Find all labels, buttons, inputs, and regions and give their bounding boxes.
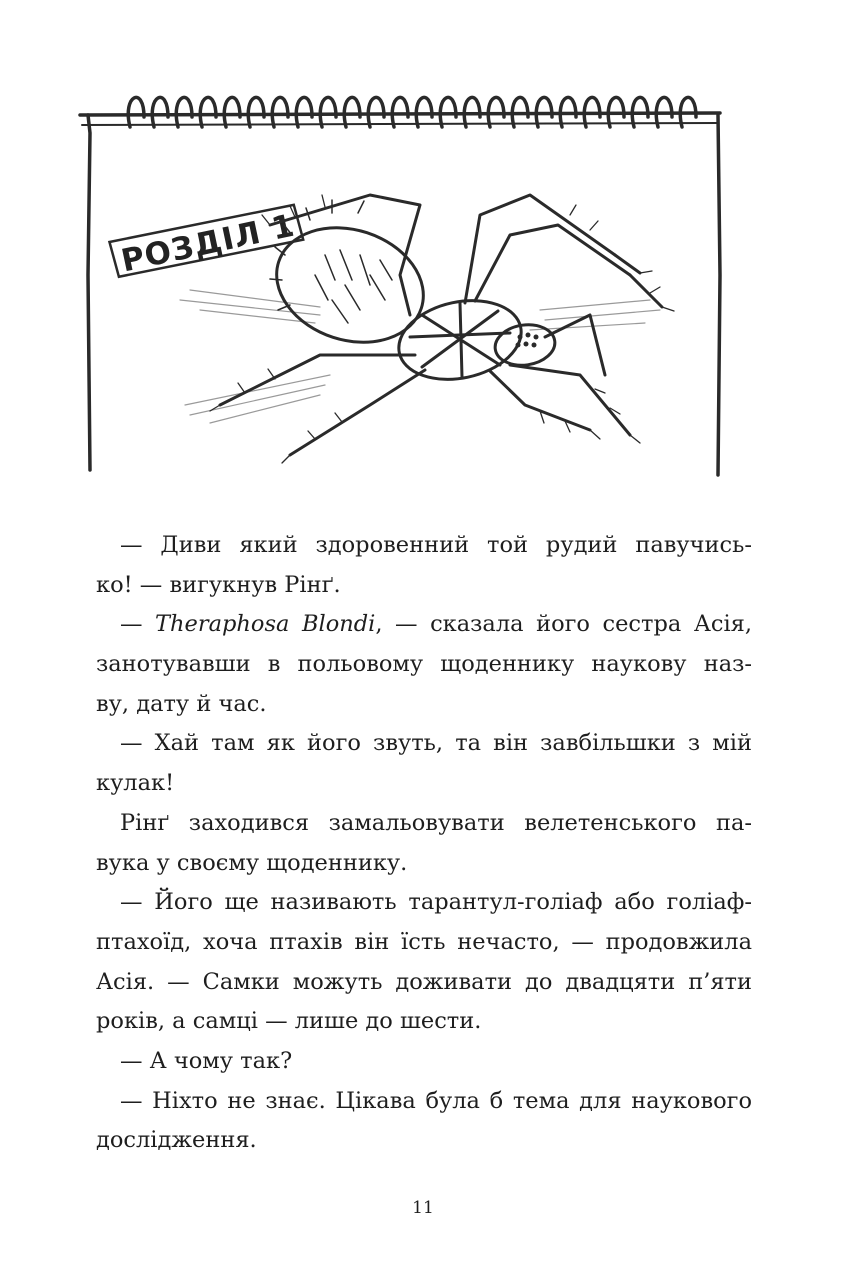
text-line-16: дослідження.: [96, 1127, 257, 1154]
text-line-15: — Ніхто не знає. Цікава була б тема для наукового: [120, 1087, 752, 1114]
text-line-11: птахоїд, хоча птахів він їсть нечасто, — продовжила: [96, 928, 752, 955]
species-name: Theraphosa Blondi: [155, 611, 376, 638]
text-line-13: років, а самці — лише до шести.: [96, 1008, 482, 1035]
chapter-stamp: [109, 202, 303, 281]
chapter-illustration: [70, 75, 730, 485]
spiral-notebook-icon: [80, 97, 720, 475]
text-line-1: — Диви який здоровенний той рудий павучись-: [120, 532, 752, 558]
text-line-12: Асія. — Самки можуть доживати до двадцяти п’яти: [96, 968, 752, 995]
text-line-3-rest: , — сказала його сестра Асія,: [375, 611, 753, 638]
text-line-3: [96, 605, 752, 645]
text-line-7: кулак!: [96, 770, 175, 797]
story-text: [96, 526, 752, 1161]
chapter-label: РОЗДІЛ 1: [118, 207, 299, 280]
text-line-2: ко! — вигукнув Рінґ.: [96, 571, 341, 598]
text-line-8: Рінґ заходився замальовувати велетенського па-: [120, 809, 752, 836]
text-line-10: — Його ще називають тарантул-голіаф або голіаф-: [120, 889, 752, 916]
text-line-14: — А чому так?: [120, 1047, 293, 1074]
text-line-6: — Хай там як його звуть, та він завбільшки з мій: [120, 730, 752, 757]
dash: —: [120, 611, 156, 638]
text-line-9: вука у своєму щоденнику.: [96, 849, 408, 876]
page-number: 11: [412, 1198, 434, 1218]
text-line-4: занотувавши в польовому щоденнику наукову наз-: [96, 651, 752, 678]
notebook-spider-drawing: [70, 75, 730, 485]
text-line-5: ву, дату й час.: [96, 690, 267, 717]
